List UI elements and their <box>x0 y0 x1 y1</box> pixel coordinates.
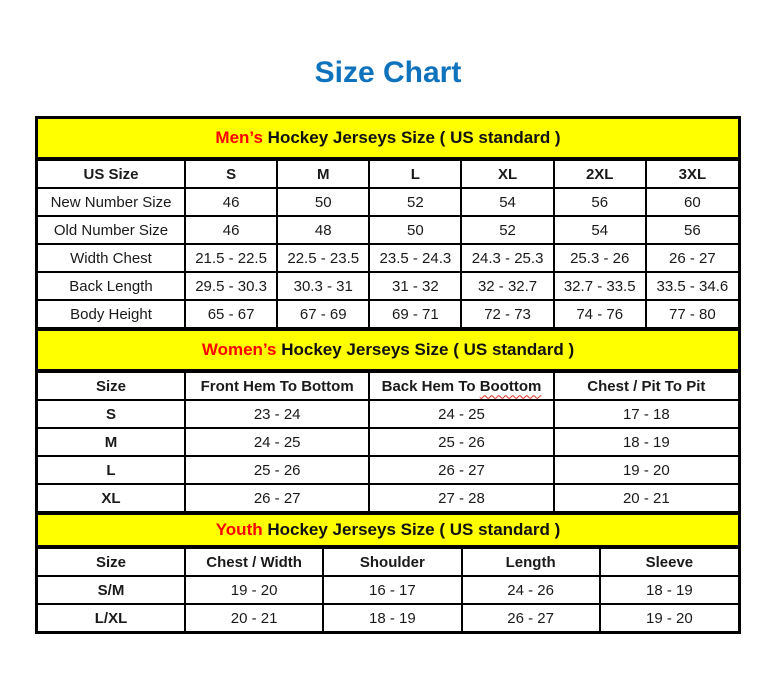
value-cell: 19 - 20 <box>185 576 323 604</box>
value-cell: 25 - 26 <box>185 456 369 484</box>
mens-band-rest: Hockey Jerseys Size ( US standard ) <box>262 128 561 147</box>
youth-size-table <box>38 547 738 631</box>
value-cell: 50 <box>277 188 369 216</box>
header-cell: Sleeve <box>600 548 738 576</box>
value-cell: 33.5 - 34.6 <box>646 272 738 300</box>
value-cell: 20 - 21 <box>554 484 738 512</box>
value-cell: 26 - 27 <box>462 604 600 631</box>
value-cell: 46 <box>185 188 277 216</box>
value-cell: 50 <box>369 216 461 244</box>
value-cell: 54 <box>554 216 646 244</box>
value-cell: 19 - 20 <box>554 456 738 484</box>
value-cell: 19 - 20 <box>600 604 738 631</box>
page-title: Size Chart <box>314 56 462 89</box>
value-cell: 48 <box>277 216 369 244</box>
value-cell: 24 - 25 <box>369 400 553 428</box>
header-cell: US Size <box>38 160 185 188</box>
table-row <box>38 456 738 484</box>
header-cell: Chest / Pit To Pit <box>554 372 738 400</box>
value-cell: 23 - 24 <box>185 400 369 428</box>
row-label: Body Height <box>38 300 185 328</box>
value-cell: 52 <box>461 216 553 244</box>
value-cell: 72 - 73 <box>461 300 553 328</box>
value-cell: 21.5 - 22.5 <box>185 244 277 272</box>
youth-header-row <box>38 548 738 576</box>
table-row <box>38 188 738 216</box>
value-cell: 67 - 69 <box>277 300 369 328</box>
value-cell: 16 - 17 <box>323 576 461 604</box>
row-label: Old Number Size <box>38 216 185 244</box>
womens-band-highlight: Women’s <box>201 340 277 359</box>
row-label: Width Chest <box>38 244 185 272</box>
value-cell: 54 <box>461 188 553 216</box>
value-cell: 23.5 - 24.3 <box>369 244 461 272</box>
value-cell: 32.7 - 33.5 <box>554 272 646 300</box>
header-cell: Size <box>38 372 185 400</box>
value-cell: 56 <box>554 188 646 216</box>
size-chart-container <box>35 116 741 634</box>
value-cell: 30.3 - 31 <box>277 272 369 300</box>
size-label: S/M <box>38 576 185 604</box>
row-label: New Number Size <box>38 188 185 216</box>
value-cell: 18 - 19 <box>600 576 738 604</box>
value-cell: 24 - 25 <box>185 428 369 456</box>
header-cell: XL <box>461 160 553 188</box>
value-cell: 27 - 28 <box>369 484 553 512</box>
value-cell: 74 - 76 <box>554 300 646 328</box>
value-cell: 69 - 71 <box>369 300 461 328</box>
header-cell: Front Hem To Bottom <box>185 372 369 400</box>
table-row <box>38 604 738 631</box>
header-cell: Shoulder <box>323 548 461 576</box>
header-cell: 2XL <box>554 160 646 188</box>
mens-band-highlight: Men’s <box>215 128 263 147</box>
value-cell: 26 - 27 <box>369 456 553 484</box>
table-row <box>38 576 738 604</box>
value-cell: 22.5 - 23.5 <box>277 244 369 272</box>
womens-section-band <box>38 329 738 371</box>
misspelled-word-squiggle: Boottom <box>479 377 542 395</box>
size-label: L <box>38 456 185 484</box>
value-cell: 25.3 - 26 <box>554 244 646 272</box>
value-cell: 25 - 26 <box>369 428 553 456</box>
size-label: S <box>38 400 185 428</box>
value-cell: 24.3 - 25.3 <box>461 244 553 272</box>
value-cell: 24 - 26 <box>462 576 600 604</box>
value-cell: 65 - 67 <box>185 300 277 328</box>
youth-band-highlight: Youth <box>215 520 263 539</box>
womens-header-row <box>38 372 738 400</box>
header-cell: S <box>185 160 277 188</box>
youth-band-rest: Hockey Jerseys Size ( US standard ) <box>262 520 561 539</box>
header-text: Back Hem To <box>381 377 480 395</box>
table-row <box>38 272 738 300</box>
value-cell: 31 - 32 <box>369 272 461 300</box>
header-cell: Size <box>38 548 185 576</box>
value-cell: 17 - 18 <box>554 400 738 428</box>
size-label: M <box>38 428 185 456</box>
value-cell: 56 <box>646 216 738 244</box>
value-cell: 60 <box>646 188 738 216</box>
table-row <box>38 300 738 328</box>
header-cell: Chest / Width <box>185 548 323 576</box>
table-row <box>38 216 738 244</box>
value-cell: 52 <box>369 188 461 216</box>
header-cell: L <box>369 160 461 188</box>
mens-size-table <box>38 159 738 329</box>
value-cell: 77 - 80 <box>646 300 738 328</box>
womens-band-rest: Hockey Jerseys Size ( US standard ) <box>276 340 575 359</box>
value-cell: 18 - 19 <box>554 428 738 456</box>
header-cell <box>369 372 553 400</box>
header-cell: M <box>277 160 369 188</box>
youth-section-band <box>38 513 738 547</box>
table-row <box>38 484 738 512</box>
size-label: XL <box>38 484 185 512</box>
header-cell: 3XL <box>646 160 738 188</box>
table-row <box>38 244 738 272</box>
value-cell: 29.5 - 30.3 <box>185 272 277 300</box>
value-cell: 32 - 32.7 <box>461 272 553 300</box>
value-cell: 18 - 19 <box>323 604 461 631</box>
womens-size-table <box>38 371 738 513</box>
value-cell: 26 - 27 <box>185 484 369 512</box>
size-label: L/XL <box>38 604 185 631</box>
mens-header-row <box>38 160 738 188</box>
table-row <box>38 400 738 428</box>
header-cell: Length <box>462 548 600 576</box>
row-label: Back Length <box>38 272 185 300</box>
value-cell: 26 - 27 <box>646 244 738 272</box>
table-row <box>38 428 738 456</box>
value-cell: 20 - 21 <box>185 604 323 631</box>
mens-section-band <box>38 119 738 159</box>
value-cell: 46 <box>185 216 277 244</box>
